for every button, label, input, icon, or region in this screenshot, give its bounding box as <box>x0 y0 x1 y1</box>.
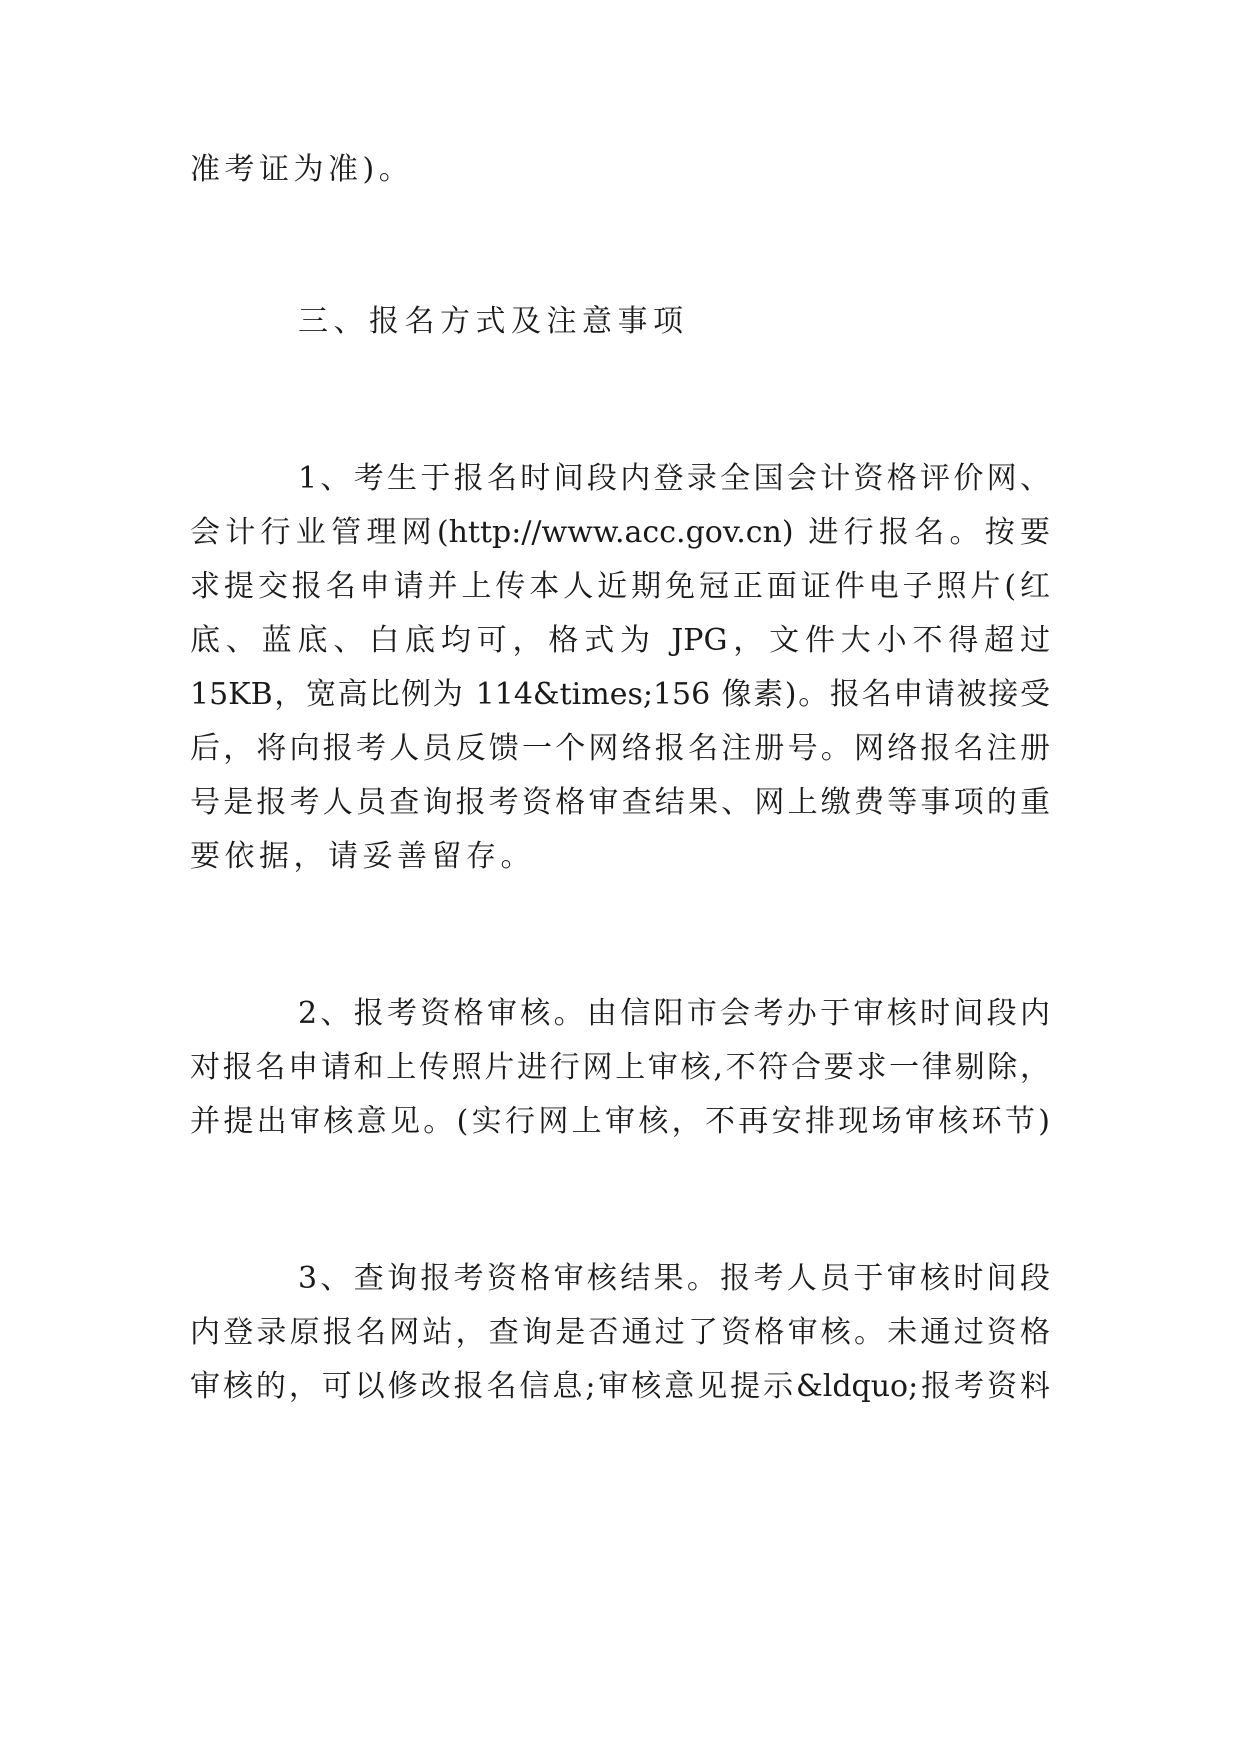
text-line: 3、查询报考资格审核结果。报考人员于审核时间段 <box>298 1261 1050 1296</box>
text-line: 会计行业管理网(http://www.acc.gov.cn) 进行报名。按要 <box>190 515 1050 550</box>
text-line: 并提出审核意见。(实行网上审核，不再安排现场审核环节) <box>190 1104 1050 1139</box>
text-line: 对报名申请和上传照片进行网上审核,不符合要求一律剔除， <box>190 1050 1050 1085</box>
text-line: 要依据，请妥善留存。 <box>190 839 535 874</box>
text-line: 求提交报名申请并上传本人近期免冠正面证件电子照片(红 <box>190 569 1050 604</box>
text-line: 号是报考人员查询报考资格审查结果、网上缴费等事项的重 <box>190 785 1050 820</box>
text-line: 2、报考资格审核。由信阳市会考办于审核时间段内 <box>298 996 1050 1031</box>
section-heading: 三、报名方式及注意事项 <box>298 304 689 339</box>
text-line: 后，将向报考人员反馈一个网络报名注册号。网络报名注册 <box>190 731 1050 766</box>
text-line: 15KB，宽高比例为 114&times;156 像素)。报名申请被接受 <box>190 677 1050 712</box>
text-line: 审核的，可以修改报名信息;审核意见提示&ldquo;报考资料 <box>190 1369 1050 1404</box>
text-line: 内登录原报名网站，查询是否通过了资格审核。未通过资格 <box>190 1315 1050 1350</box>
text-line: 底、蓝底、白底均可，格式为 JPG，文件大小不得超过 <box>190 623 1050 658</box>
text-line: 1、考生于报名时间段内登录全国会计资格评价网、 <box>298 461 1050 496</box>
text-line: 准考证为准)。 <box>190 152 414 187</box>
